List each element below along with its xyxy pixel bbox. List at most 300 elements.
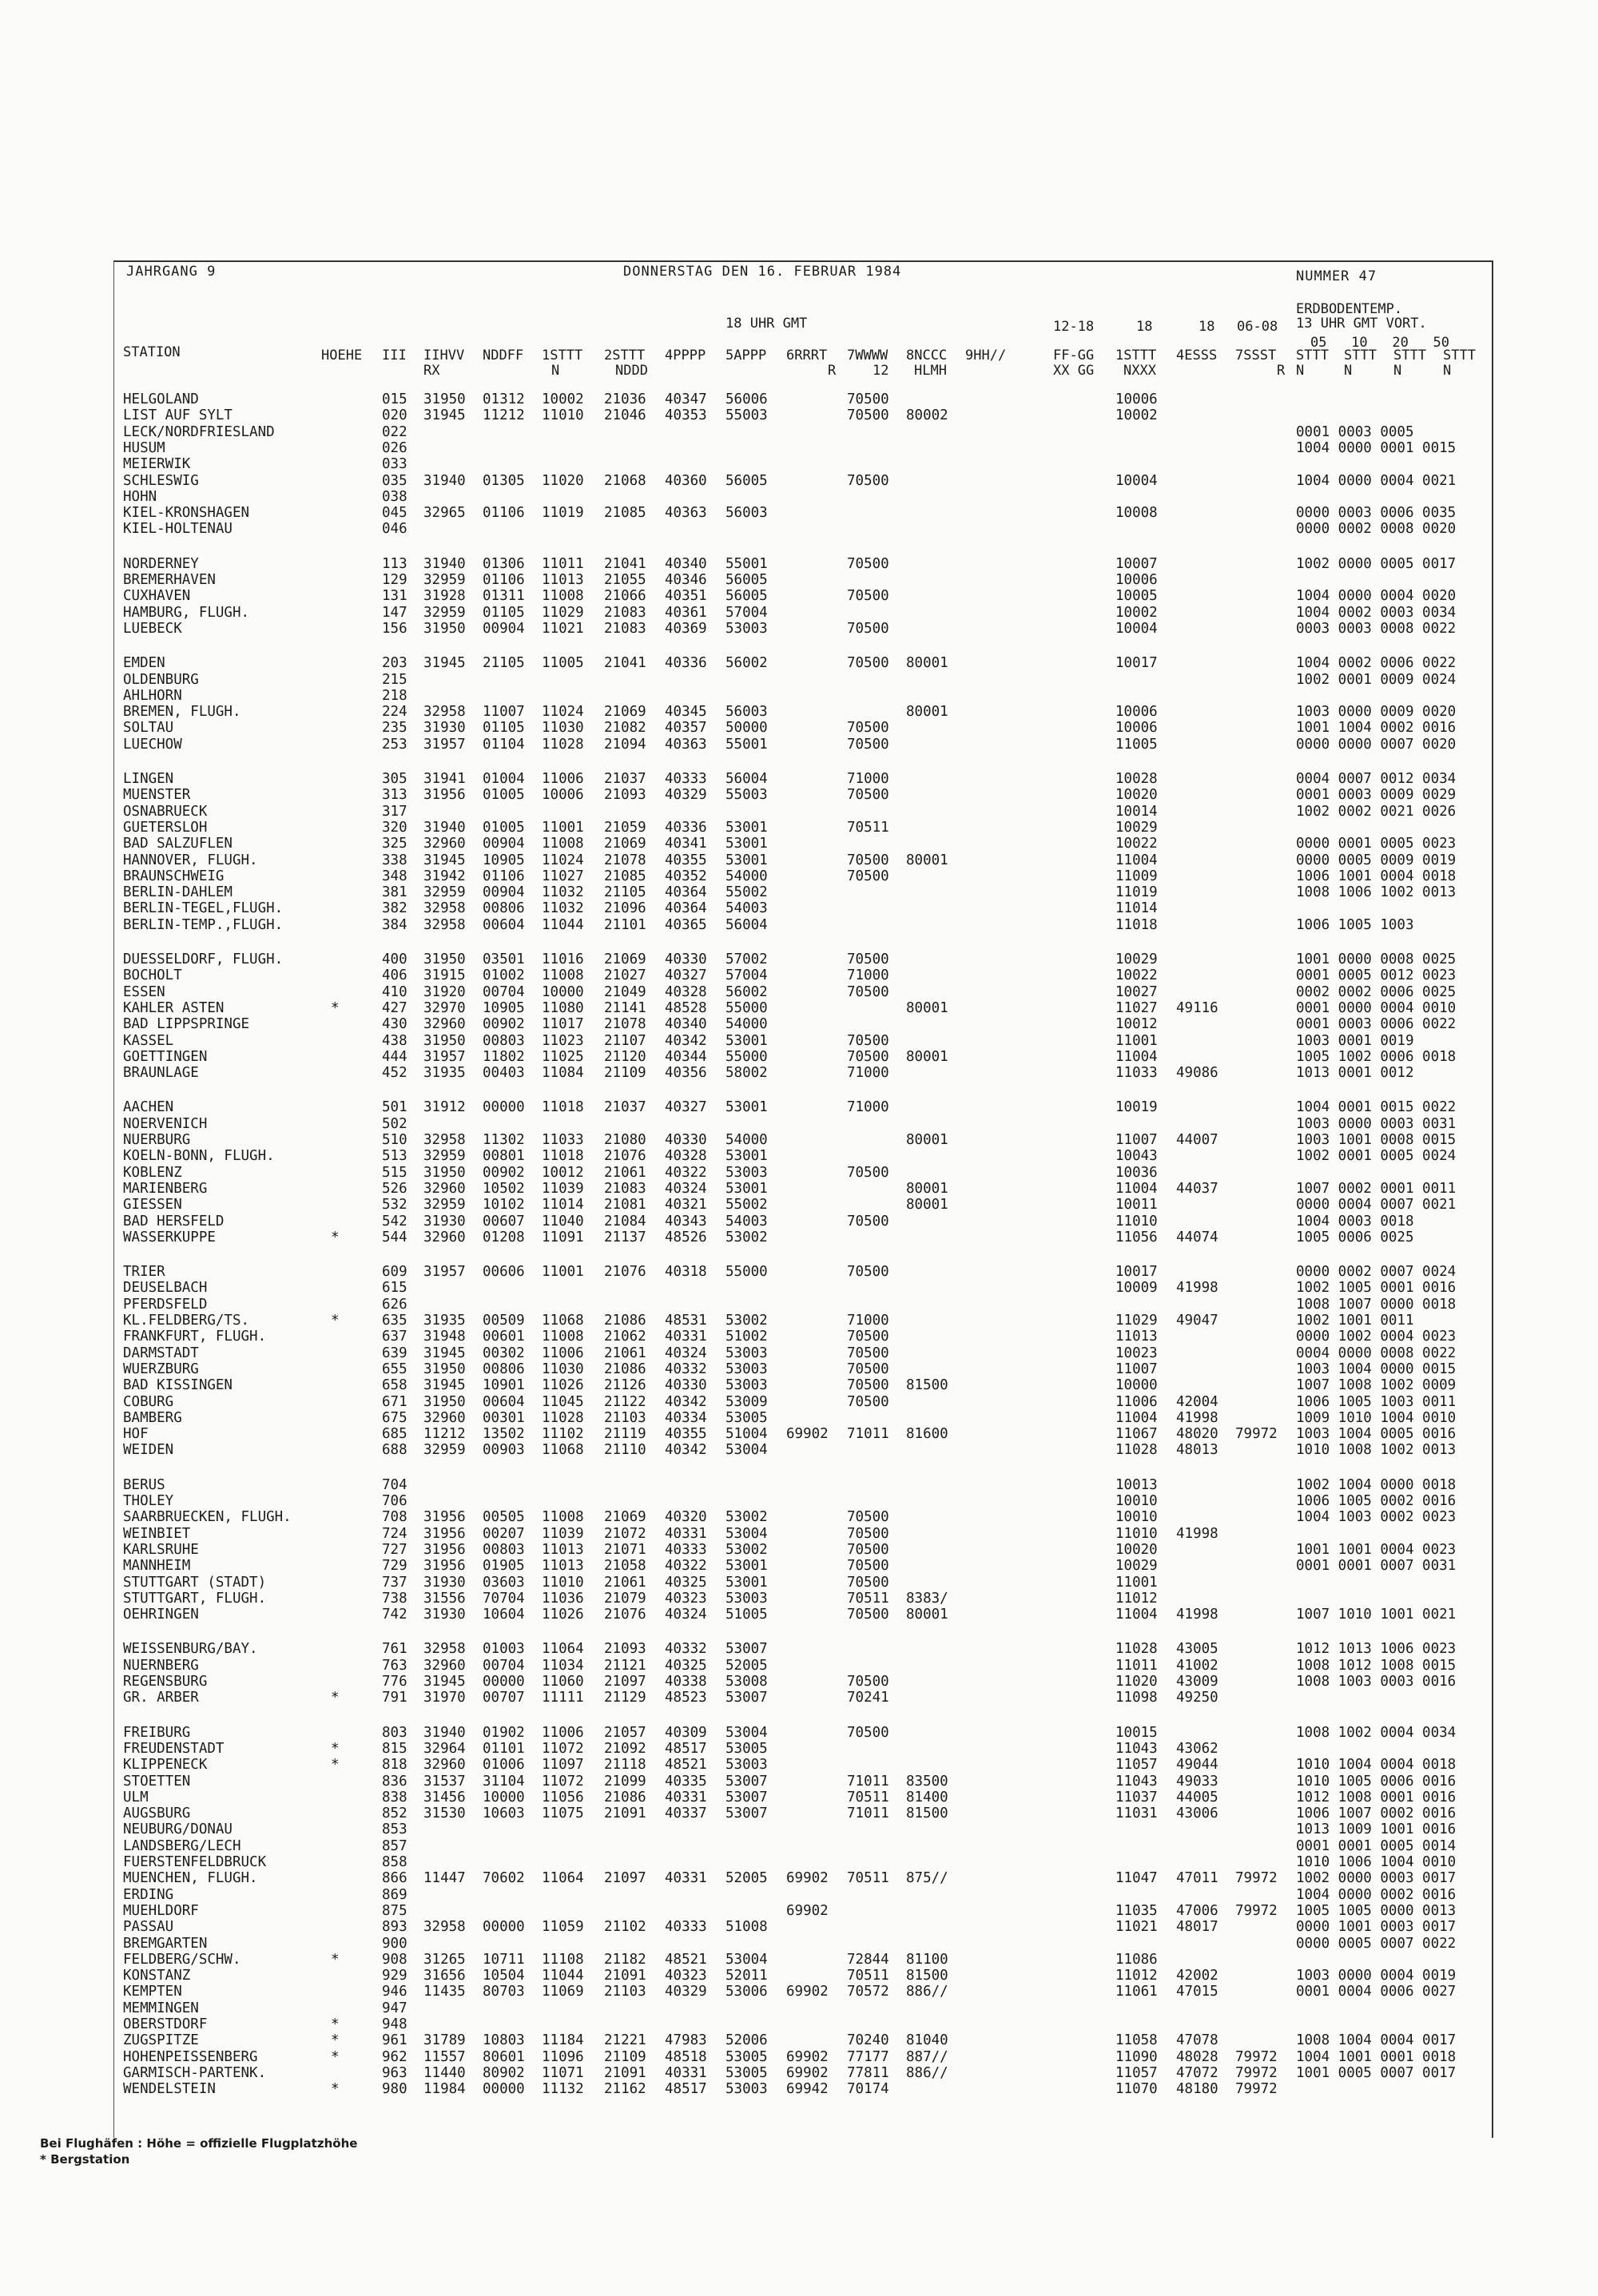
cell-iii: 742 bbox=[382, 1607, 407, 1623]
cell-c: 11072 bbox=[542, 1773, 584, 1790]
cell-name: LECK/NORDFRIESLAND bbox=[123, 423, 275, 440]
cell-b: 01902 bbox=[483, 1724, 525, 1741]
cell-n: 81500 bbox=[906, 1377, 948, 1394]
cell-c: 11025 bbox=[542, 1048, 584, 1065]
cell-iii: 708 bbox=[382, 1509, 407, 1526]
cell-w: 71011 bbox=[847, 1773, 889, 1790]
cell-t: 11004 bbox=[1115, 1409, 1158, 1426]
cell-es: 44007 bbox=[1176, 1132, 1218, 1148]
cell-name: BAD HERSFELD bbox=[123, 1213, 225, 1229]
cell-a: 32958 bbox=[423, 1919, 466, 1936]
cell-name: HOF bbox=[123, 1426, 149, 1443]
soil-depths: 05 10 20 50 bbox=[1310, 335, 1449, 351]
cell-f: 53005 bbox=[725, 1740, 768, 1757]
cell-t: 11056 bbox=[1115, 1229, 1158, 1245]
cell-a: 31942 bbox=[423, 868, 466, 884]
cell-s: 1004 1001 0001 0018 bbox=[1296, 2048, 1457, 2065]
cell-a: 31957 bbox=[423, 736, 466, 753]
header-7ssst-sub: R bbox=[1277, 363, 1286, 379]
cell-s: 1007 1010 1001 0021 bbox=[1296, 1607, 1457, 1623]
cell-b: 10803 bbox=[483, 2032, 525, 2049]
cell-iii: 947 bbox=[382, 2000, 407, 2016]
cell-t: 10019 bbox=[1115, 1099, 1158, 1116]
cell-name: CUXHAVEN bbox=[123, 588, 191, 605]
cell-e: 40309 bbox=[665, 1724, 707, 1741]
cell-e: 40360 bbox=[665, 472, 707, 489]
cell-t: 10014 bbox=[1115, 803, 1158, 820]
cell-d: 21055 bbox=[604, 572, 646, 588]
cell-c: 11059 bbox=[542, 1919, 584, 1936]
cell-d: 21122 bbox=[604, 1393, 646, 1410]
cell-w: 71000 bbox=[847, 771, 889, 787]
cell-name: PASSAU bbox=[123, 1919, 174, 1936]
cell-t: 10029 bbox=[1115, 819, 1158, 836]
cell-e: 48521 bbox=[665, 1757, 707, 1774]
cell-name: MUENCHEN, FLUGH. bbox=[123, 1870, 258, 1887]
cell-c: 11024 bbox=[542, 704, 584, 721]
cell-g: 69902 bbox=[786, 1902, 829, 1919]
cell-n: 875// bbox=[906, 1870, 948, 1887]
cell-t: 10005 bbox=[1115, 588, 1158, 605]
cell-d: 21069 bbox=[604, 704, 646, 721]
cell-b: 00000 bbox=[483, 1674, 525, 1690]
cell-star: * bbox=[331, 1740, 340, 1757]
cell-e: 40369 bbox=[665, 620, 707, 637]
cell-iii: 791 bbox=[382, 1690, 407, 1706]
cell-f: 53001 bbox=[725, 1099, 768, 1116]
cell-d: 21221 bbox=[604, 2032, 646, 2049]
cell-name: NUERBURG bbox=[123, 1132, 191, 1148]
header-1sttt-sub: N bbox=[551, 363, 560, 379]
cell-c: 11011 bbox=[542, 555, 584, 572]
header-soil-50-sub: N bbox=[1443, 363, 1452, 379]
cell-t: 11004 bbox=[1115, 1180, 1158, 1197]
cell-b: 70602 bbox=[483, 1870, 525, 1887]
cell-w: 71000 bbox=[847, 1313, 889, 1329]
cell-c: 11040 bbox=[542, 1213, 584, 1229]
cell-b: 00000 bbox=[483, 2081, 525, 2098]
cell-s: 1004 0003 0018 bbox=[1296, 1213, 1414, 1229]
cell-s: 1003 0001 0019 bbox=[1296, 1032, 1414, 1049]
cell-g: 69902 bbox=[786, 2064, 829, 2081]
cell-a: 31948 bbox=[423, 1329, 466, 1345]
cell-e: 48523 bbox=[665, 1690, 707, 1706]
cell-w: 70500 bbox=[847, 655, 889, 672]
cell-d: 21068 bbox=[604, 472, 646, 489]
cell-name: BAD SALZUFLEN bbox=[123, 836, 233, 852]
cell-c: 11013 bbox=[542, 572, 584, 588]
cell-s: 1012 1013 1006 0023 bbox=[1296, 1641, 1457, 1658]
cell-t: 10010 bbox=[1115, 1493, 1158, 1509]
cell-b: 00803 bbox=[483, 1541, 525, 1558]
cell-iii: 045 bbox=[382, 505, 407, 522]
cell-es: 47015 bbox=[1176, 1984, 1218, 2000]
cell-b: 00606 bbox=[483, 1264, 525, 1281]
cell-c: 11102 bbox=[542, 1426, 584, 1443]
cell-e: 48518 bbox=[665, 2048, 707, 2065]
cell-a: 32959 bbox=[423, 1442, 466, 1459]
cell-a: 32960 bbox=[423, 1409, 466, 1426]
cell-iii: 313 bbox=[382, 787, 407, 804]
cell-f: 53005 bbox=[725, 2048, 768, 2065]
cell-iii: 685 bbox=[382, 1426, 407, 1443]
header-7wwww-sub: 12 bbox=[873, 363, 889, 379]
cell-iii: 532 bbox=[382, 1197, 407, 1214]
cell-t: 11001 bbox=[1115, 1032, 1158, 1049]
cell-a: 31930 bbox=[423, 1574, 466, 1591]
cell-star: * bbox=[331, 2081, 340, 2098]
cell-b: 00904 bbox=[483, 620, 525, 637]
cell-t: 11010 bbox=[1115, 1525, 1158, 1542]
cell-d: 21097 bbox=[604, 1870, 646, 1887]
cell-star: * bbox=[331, 1757, 340, 1774]
cell-f: 53008 bbox=[725, 1674, 768, 1690]
cell-t: 10006 bbox=[1115, 704, 1158, 721]
cell-s: 1008 1012 1008 0015 bbox=[1296, 1657, 1457, 1674]
cell-t: 10012 bbox=[1115, 1016, 1158, 1033]
cell-d: 21027 bbox=[604, 967, 646, 984]
cell-a: 11435 bbox=[423, 1984, 466, 2000]
cell-s: 1010 1006 1004 0010 bbox=[1296, 1854, 1457, 1870]
cell-c: 11096 bbox=[542, 2048, 584, 2065]
cell-s: 1006 1007 0002 0016 bbox=[1296, 1805, 1457, 1822]
cell-iii: 675 bbox=[382, 1409, 407, 1426]
cell-e: 40333 bbox=[665, 771, 707, 787]
header-12-18: 12-18 bbox=[1053, 319, 1095, 335]
cell-a: 31950 bbox=[423, 620, 466, 637]
cell-s: 0001 0000 0004 0010 bbox=[1296, 999, 1457, 1016]
cell-iii: 015 bbox=[382, 391, 407, 407]
cell-c: 11010 bbox=[542, 1574, 584, 1591]
cell-iii: 515 bbox=[382, 1164, 407, 1181]
cell-name: KIEL-KRONSHAGEN bbox=[123, 505, 250, 522]
cell-c: 11006 bbox=[542, 771, 584, 787]
cell-t: 10002 bbox=[1115, 604, 1158, 621]
cell-iii: 020 bbox=[382, 407, 407, 424]
cell-c: 11111 bbox=[542, 1690, 584, 1706]
cell-name: GIESSEN bbox=[123, 1197, 182, 1214]
cell-iii: 980 bbox=[382, 2081, 407, 2098]
cell-t: 11033 bbox=[1115, 1065, 1158, 1082]
cell-n: 80001 bbox=[906, 655, 948, 672]
cell-t: 11001 bbox=[1115, 1574, 1158, 1591]
cell-es: 49044 bbox=[1176, 1757, 1218, 1774]
cell-d: 21182 bbox=[604, 1951, 646, 1968]
cell-name: LIST AUF SYLT bbox=[123, 407, 233, 424]
cell-iii: 724 bbox=[382, 1525, 407, 1542]
cell-iii: 738 bbox=[382, 1590, 407, 1607]
cell-e: 40342 bbox=[665, 1393, 707, 1410]
cell-c: 11108 bbox=[542, 1951, 584, 1968]
cell-t: 11006 bbox=[1115, 1393, 1158, 1410]
cell-name: BOCHOLT bbox=[123, 967, 182, 984]
cell-es: 43009 bbox=[1176, 1674, 1218, 1690]
cell-w: 70500 bbox=[847, 1361, 889, 1377]
cell-s: 1006 1005 1003 bbox=[1296, 916, 1414, 933]
cell-t: 10006 bbox=[1115, 391, 1158, 407]
cell-w: 71000 bbox=[847, 967, 889, 984]
cell-w: 70500 bbox=[847, 1574, 889, 1591]
cell-w: 70511 bbox=[847, 819, 889, 836]
cell-f: 53001 bbox=[725, 1558, 768, 1575]
cell-name: GR. ARBER bbox=[123, 1690, 199, 1706]
cell-s: 0004 0000 0008 0022 bbox=[1296, 1345, 1457, 1361]
header-ffgg: FF-GG bbox=[1053, 348, 1095, 363]
cell-w: 70500 bbox=[847, 951, 889, 967]
cell-e: 40328 bbox=[665, 983, 707, 1000]
cell-b: 01305 bbox=[483, 472, 525, 489]
cell-w: 70500 bbox=[847, 588, 889, 605]
cell-c: 11006 bbox=[542, 1724, 584, 1741]
cell-e: 40332 bbox=[665, 1641, 707, 1658]
cell-a: 31950 bbox=[423, 1032, 466, 1049]
cell-t: 11070 bbox=[1115, 2081, 1158, 2098]
cell-a: 11212 bbox=[423, 1426, 466, 1443]
cell-s: 1002 1004 0000 0018 bbox=[1296, 1476, 1457, 1493]
cell-s: 0001 0001 0007 0031 bbox=[1296, 1558, 1457, 1575]
cell-n: 81040 bbox=[906, 2032, 948, 2049]
cell-f: 55000 bbox=[725, 1264, 768, 1281]
cell-name: WEINBIET bbox=[123, 1525, 191, 1542]
cell-e: 40337 bbox=[665, 1805, 707, 1822]
cell-b: 00902 bbox=[483, 1164, 525, 1181]
cell-a: 31945 bbox=[423, 407, 466, 424]
header-7ssst: 7SSST bbox=[1235, 348, 1277, 363]
cell-t: 11013 bbox=[1115, 1329, 1158, 1345]
header-18a: 18 bbox=[1136, 319, 1153, 335]
cell-ss: 79972 bbox=[1235, 2064, 1278, 2081]
cell-b: 00607 bbox=[483, 1213, 525, 1229]
cell-name: EMDEN bbox=[123, 655, 165, 672]
cell-g: 69902 bbox=[786, 2048, 829, 2065]
cell-name: TRIER bbox=[123, 1264, 165, 1281]
cell-b: 01106 bbox=[483, 868, 525, 884]
cell-e: 48521 bbox=[665, 1951, 707, 1968]
cell-f: 53001 bbox=[725, 1574, 768, 1591]
cell-e: 40327 bbox=[665, 967, 707, 984]
cell-a: 31930 bbox=[423, 1607, 466, 1623]
cell-b: 01208 bbox=[483, 1229, 525, 1245]
cell-c: 11032 bbox=[542, 900, 584, 917]
cell-d: 21110 bbox=[604, 1442, 646, 1459]
cell-a: 31920 bbox=[423, 983, 466, 1000]
cell-e: 48517 bbox=[665, 1740, 707, 1757]
cell-iii: 858 bbox=[382, 1854, 407, 1870]
cell-e: 40365 bbox=[665, 916, 707, 933]
cell-a: 32959 bbox=[423, 1197, 466, 1214]
cell-b: 00505 bbox=[483, 1509, 525, 1526]
header-1sttt: 1STTT bbox=[542, 348, 583, 363]
cell-c: 11060 bbox=[542, 1674, 584, 1690]
cell-t: 11007 bbox=[1115, 1361, 1158, 1377]
cell-t: 11028 bbox=[1115, 1641, 1158, 1658]
cell-name: BERLIN-DAHLEM bbox=[123, 884, 233, 901]
cell-e: 40341 bbox=[665, 836, 707, 852]
cell-a: 31928 bbox=[423, 588, 466, 605]
cell-s: 1007 0002 0001 0011 bbox=[1296, 1180, 1457, 1197]
cell-d: 21093 bbox=[604, 1641, 646, 1658]
cell-f: 53007 bbox=[725, 1641, 768, 1658]
cell-d: 21083 bbox=[604, 1180, 646, 1197]
cell-b: 01002 bbox=[483, 967, 525, 984]
cell-b: 01101 bbox=[483, 1740, 525, 1757]
cell-f: 53003 bbox=[725, 1345, 768, 1361]
header-7wwww: 7WWWW bbox=[847, 348, 888, 363]
cell-d: 21076 bbox=[604, 1148, 646, 1165]
cell-iii: 022 bbox=[382, 423, 407, 440]
cell-n: 80002 bbox=[906, 407, 948, 424]
cell-s: 1003 0000 0004 0019 bbox=[1296, 1968, 1457, 1984]
cell-iii: 035 bbox=[382, 472, 407, 489]
cell-w: 70572 bbox=[847, 1984, 889, 2000]
cell-c: 11045 bbox=[542, 1393, 584, 1410]
cell-iii: 838 bbox=[382, 1789, 407, 1805]
cell-f: 53006 bbox=[725, 1984, 768, 2000]
cell-c: 11014 bbox=[542, 1197, 584, 1214]
cell-e: 47983 bbox=[665, 2032, 707, 2049]
cell-iii: 776 bbox=[382, 1674, 407, 1690]
cell-name: KAHLER ASTEN bbox=[123, 999, 225, 1016]
cell-w: 71011 bbox=[847, 1805, 889, 1822]
cell-a: 31789 bbox=[423, 2032, 466, 2049]
cell-es: 41998 bbox=[1176, 1409, 1218, 1426]
date-label: DONNERSTAG DEN 16. FEBRUAR 1984 bbox=[623, 264, 902, 280]
cell-iii: 688 bbox=[382, 1442, 407, 1459]
table-frame bbox=[113, 260, 1493, 2138]
cell-d: 21121 bbox=[604, 1657, 646, 1674]
cell-b: 10901 bbox=[483, 1377, 525, 1394]
cell-d: 21079 bbox=[604, 1590, 646, 1607]
cell-t: 10028 bbox=[1115, 771, 1158, 787]
cell-f: 53001 bbox=[725, 1032, 768, 1049]
header-4pppp: 4PPPP bbox=[665, 348, 706, 363]
cell-d: 21091 bbox=[604, 1805, 646, 1822]
cell-s: 1002 1001 0011 bbox=[1296, 1313, 1414, 1329]
cell-iii: 815 bbox=[382, 1740, 407, 1757]
cell-t: 11090 bbox=[1115, 2048, 1158, 2065]
cell-b: 11302 bbox=[483, 1132, 525, 1148]
cell-b: 00903 bbox=[483, 1442, 525, 1459]
cell-e: 40343 bbox=[665, 1213, 707, 1229]
cell-name: SCHLESWIG bbox=[123, 472, 199, 489]
cell-f: 57002 bbox=[725, 951, 768, 967]
cell-e: 40327 bbox=[665, 1099, 707, 1116]
cell-s: 1013 0001 0012 bbox=[1296, 1065, 1414, 1082]
cell-d: 21076 bbox=[604, 1264, 646, 1281]
cell-a: 31945 bbox=[423, 655, 466, 672]
cell-c: 11080 bbox=[542, 999, 584, 1016]
cell-d: 21091 bbox=[604, 1968, 646, 1984]
cell-c: 11008 bbox=[542, 588, 584, 605]
cell-c: 11028 bbox=[542, 736, 584, 753]
cell-b: 80902 bbox=[483, 2064, 525, 2081]
cell-t: 10017 bbox=[1115, 655, 1158, 672]
cell-b: 80703 bbox=[483, 1984, 525, 2000]
cell-iii: 215 bbox=[382, 671, 407, 688]
cell-name: FREUDENSTADT bbox=[123, 1740, 225, 1757]
cell-a: 11557 bbox=[423, 2048, 466, 2065]
cell-d: 21092 bbox=[604, 1740, 646, 1757]
cell-b: 11007 bbox=[483, 704, 525, 721]
cell-n: 80001 bbox=[906, 1197, 948, 1214]
cell-w: 70500 bbox=[847, 1048, 889, 1065]
cell-w: 70500 bbox=[847, 1264, 889, 1281]
cell-a: 32964 bbox=[423, 1740, 466, 1757]
cell-c: 11008 bbox=[542, 1509, 584, 1526]
cell-t: 10006 bbox=[1115, 720, 1158, 737]
cell-e: 40355 bbox=[665, 852, 707, 868]
cell-s: 1002 0002 0021 0026 bbox=[1296, 803, 1457, 820]
cell-w: 70500 bbox=[847, 407, 889, 424]
cell-d: 21118 bbox=[604, 1757, 646, 1774]
cell-name: NUERNBERG bbox=[123, 1657, 199, 1674]
header-soil-05: STTT bbox=[1296, 348, 1329, 363]
cell-iii: 400 bbox=[382, 951, 407, 967]
cell-t: 10023 bbox=[1115, 1345, 1158, 1361]
cell-f: 53002 bbox=[725, 1229, 768, 1245]
cell-name: SAARBRUECKEN, FLUGH. bbox=[123, 1509, 292, 1526]
cell-f: 58002 bbox=[725, 1065, 768, 1082]
station-header: STATION bbox=[123, 344, 181, 360]
cell-c: 11023 bbox=[542, 1032, 584, 1049]
cell-a: 31950 bbox=[423, 1164, 466, 1181]
cell-n: 80001 bbox=[906, 852, 948, 868]
cell-w: 70240 bbox=[847, 2032, 889, 2049]
cell-d: 21061 bbox=[604, 1574, 646, 1591]
cell-f: 55001 bbox=[725, 736, 768, 753]
cell-b: 03501 bbox=[483, 951, 525, 967]
cell-n: 81400 bbox=[906, 1789, 948, 1805]
cell-f: 53003 bbox=[725, 1757, 768, 1774]
cell-iii: 763 bbox=[382, 1657, 407, 1674]
cell-t: 10011 bbox=[1115, 1197, 1158, 1214]
cell-a: 32960 bbox=[423, 836, 466, 852]
cell-name: HAMBURG, FLUGH. bbox=[123, 604, 250, 621]
cell-t: 10029 bbox=[1115, 951, 1158, 967]
cell-iii: 626 bbox=[382, 1296, 407, 1313]
cell-s: 1004 0000 0004 0021 bbox=[1296, 472, 1457, 489]
cell-w: 70500 bbox=[847, 1724, 889, 1741]
cell-s: 0001 0003 0006 0022 bbox=[1296, 1016, 1457, 1033]
cell-name: NEUBURG/DONAU bbox=[123, 1821, 233, 1838]
cell-b: 01006 bbox=[483, 1757, 525, 1774]
soil-temp-subheading: 13 UHR GMT VORT. bbox=[1296, 316, 1427, 332]
cell-d: 21096 bbox=[604, 900, 646, 917]
cell-b: 00601 bbox=[483, 1329, 525, 1345]
cell-iii: 113 bbox=[382, 555, 407, 572]
cell-e: 48528 bbox=[665, 999, 707, 1016]
cell-b: 01005 bbox=[483, 819, 525, 836]
cell-d: 21103 bbox=[604, 1984, 646, 2000]
cell-name: MANNHEIM bbox=[123, 1558, 191, 1575]
cell-b: 11802 bbox=[483, 1048, 525, 1065]
cell-w: 70500 bbox=[847, 852, 889, 868]
cell-d: 21046 bbox=[604, 407, 646, 424]
cell-e: 40322 bbox=[665, 1164, 707, 1181]
cell-t: 11012 bbox=[1115, 1968, 1158, 1984]
cell-d: 21102 bbox=[604, 1919, 646, 1936]
cell-b: 01104 bbox=[483, 736, 525, 753]
header-1sttt2: 1STTT bbox=[1115, 348, 1157, 363]
volume-label: JAHRGANG 9 bbox=[126, 264, 217, 280]
cell-a: 31957 bbox=[423, 1048, 466, 1065]
cell-name: KOBLENZ bbox=[123, 1164, 182, 1181]
header-1sttt2-sub: NXXX bbox=[1123, 363, 1156, 379]
header-2sttt-sub: NDDD bbox=[615, 363, 648, 379]
cell-s: 0000 0005 0007 0022 bbox=[1296, 1935, 1457, 1952]
cell-es: 49033 bbox=[1176, 1773, 1218, 1790]
cell-s: 1008 1007 0000 0018 bbox=[1296, 1296, 1457, 1313]
